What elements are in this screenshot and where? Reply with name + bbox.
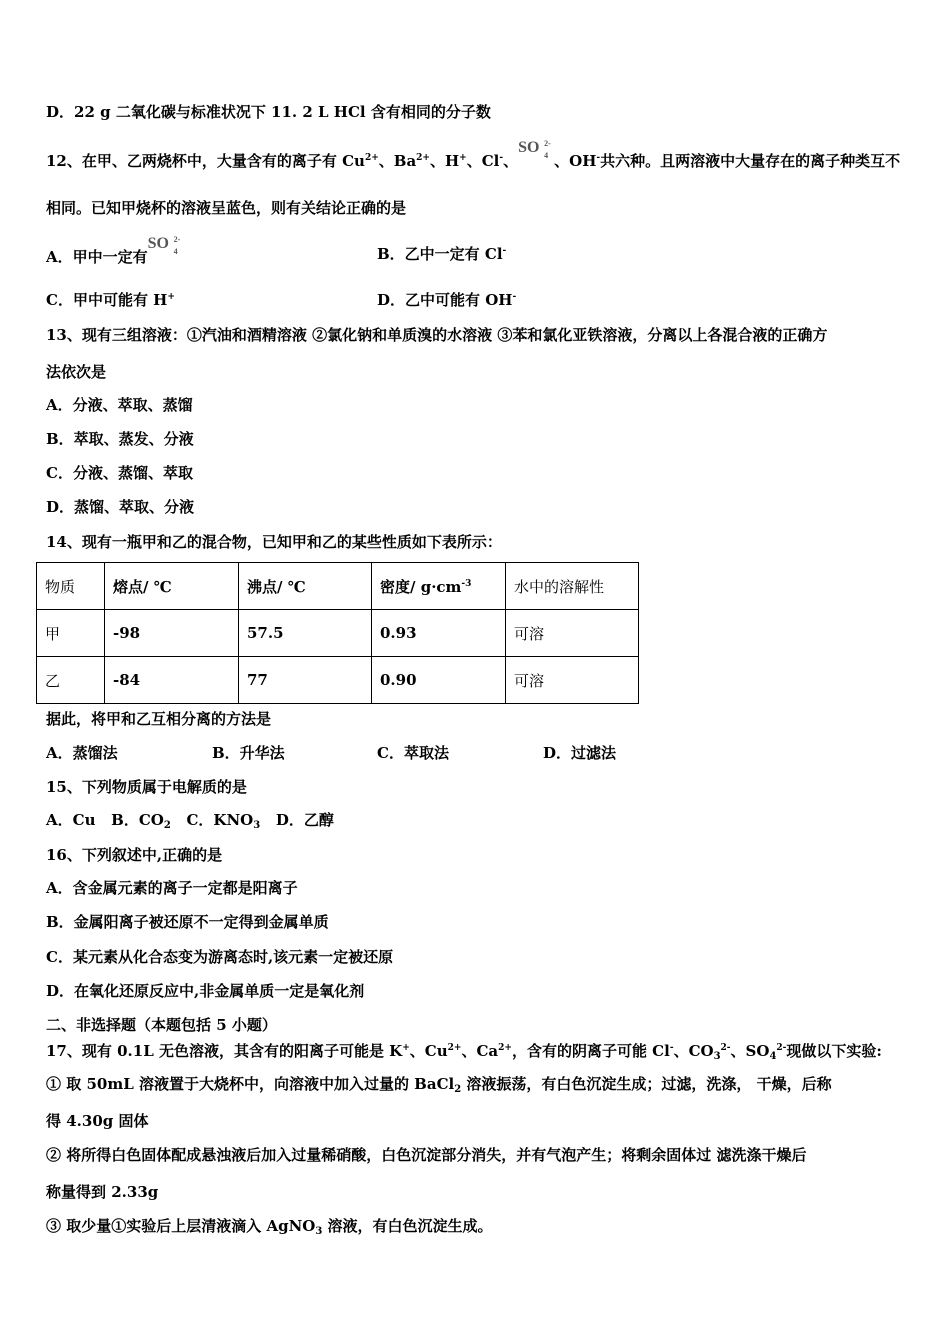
table-header-cell: 密度/ $g\cdot cm^{-3}$ <box>372 563 506 610</box>
q12-stem-line2: 相同。已知甲烧杯的溶液呈蓝色，则有关结论正确的是 <box>46 199 407 217</box>
q15-option-d: D．乙醇 <box>275 811 334 829</box>
q17-step3: ③ 取少量①实验后上层清液滴入 AgNO$_3$ 溶液，有白色沉淀生成。 <box>46 1217 493 1237</box>
q17-step2-line2: 称量得到 2.33g <box>46 1183 159 1201</box>
q12-option-d: D．乙中可能有 OH- <box>377 291 517 309</box>
table-header-cell: 水中的溶解性 <box>506 563 639 610</box>
sulfate-ion-formula: SO 2- 4 <box>147 235 181 256</box>
q14-after-table: 据此，将甲和乙互相分离的方法是 <box>46 710 272 728</box>
table-header-cell: 熔点/ ℃ <box>105 563 239 610</box>
q13-option-a: A．分液、萃取、蒸馏 <box>46 396 193 414</box>
q15-options <box>46 810 334 830</box>
table-cell: -98 <box>105 610 239 657</box>
q12-option-b: B．乙中一定有 Cl- <box>377 245 507 263</box>
q16-option-d: D．在氧化还原反应中,非金属单质一定是氧化剂 <box>46 982 365 1000</box>
q13-option-d: D．蒸馏、萃取、分液 <box>46 498 195 516</box>
table-cell: 可溶 <box>506 610 639 657</box>
table-cell: 甲 <box>37 610 105 657</box>
table-header-cell: 物质 <box>37 563 105 610</box>
q13-option-c: C．分液、蒸馏、萃取 <box>46 464 193 482</box>
q12-stem-line1: 12、在甲、乙两烧杯中，大量含有的离子有 $Cu^{2+}$、$Ba^{2+}$、H+、Cl-、 SO 2- 4 、OH-共六种。且两溶液中大量存在的离子种类互不 <box>46 139 901 170</box>
q14-option-d: D．过滤法 <box>543 744 617 762</box>
q13-stem-line2: 法依次是 <box>46 363 107 381</box>
table-row <box>37 657 639 704</box>
q13-stem-line1: 13、现有三组溶液：①汽油和酒精溶液 ②氯化钠和单质溴的水溶液 ③苯和氯化亚铁溶液，分离以上各混合液的正确方 <box>46 326 828 344</box>
q12-option-c: C．甲中可能有 H+ <box>46 291 175 309</box>
q16-stem: 16、下列叙述中,正确的是 <box>46 846 223 864</box>
q14-stem: 14、现有一瓶甲和乙的混合物，已知甲和乙的某些性质如下表所示： <box>46 533 502 551</box>
q15-option-b: B．$CO_2$ <box>111 811 171 831</box>
q15-stem: 15、下列物质属于电解质的是 <box>46 778 247 796</box>
table-row <box>37 610 639 657</box>
q12-option-a: A．甲中一定有 SO 2- 4 <box>46 244 184 267</box>
table-cell: 0.90 <box>372 657 506 704</box>
table-cell: 0.93 <box>372 610 506 657</box>
table-cell: 77 <box>239 657 372 704</box>
q17-step2-line1: ② 将所得白色固体配成悬浊液后加入过量稀硝酸，白色沉淀部分消失，并有气泡产生；将剩余固体过 滤洗涤干燥后 <box>46 1146 807 1164</box>
q15-option-a: A．Cu <box>46 811 96 829</box>
q14-option-a: A．蒸馏法 <box>46 744 118 762</box>
table-cell: -84 <box>105 657 239 704</box>
q16-option-c: C．某元素从化合态变为游离态时,该元素一定被还原 <box>46 948 394 966</box>
q11-option-d: D．22 g 二氧化碳与标准状况下 11. 2 L HCl 含有相同的分子数 <box>46 103 491 121</box>
q17-step1-line1: ① 取 50mL 溶液置于大烧杯中，向溶液中加入过量的 BaCl$_2$ 溶液振荡，有白色沉淀生成；过滤，洗涤， 干燥，后称 <box>46 1075 832 1095</box>
q16-option-b: B．金属阳离子被还原不一定得到金属单质 <box>46 913 329 931</box>
q15-option-c: C．$KNO_3$ <box>186 811 261 831</box>
properties-table <box>36 562 639 704</box>
table-header-row <box>37 563 639 610</box>
table-cell: 57.5 <box>239 610 372 657</box>
q14-option-c: C．萃取法 <box>377 744 449 762</box>
table-header-cell: 沸点/ ℃ <box>239 563 372 610</box>
q14-option-b: B．升华法 <box>212 744 285 762</box>
q16-option-a: A．含金属元素的离子一定都是阳离子 <box>46 879 298 897</box>
table-cell: 乙 <box>37 657 105 704</box>
sulfate-ion-formula: SO 2- 4 <box>518 139 551 160</box>
q17-stem: 17、现有 0.1L 无色溶液，其含有的阳离子可能是 K+、$Cu^{2+}$、$Ca^{2+}$，含有的阴离子可能 Cl-、$CO_3^{2-}$、$SO_4^{2-}$现做以下实验: <box>46 1042 882 1062</box>
q17-step1-line2: 得 4.30g 固体 <box>46 1112 149 1130</box>
table-cell: 可溶 <box>506 657 639 704</box>
q13-option-b: B．萃取、蒸发、分液 <box>46 430 194 448</box>
section-title: 二、非选择题（本题包括 5 小题） <box>46 1016 277 1034</box>
